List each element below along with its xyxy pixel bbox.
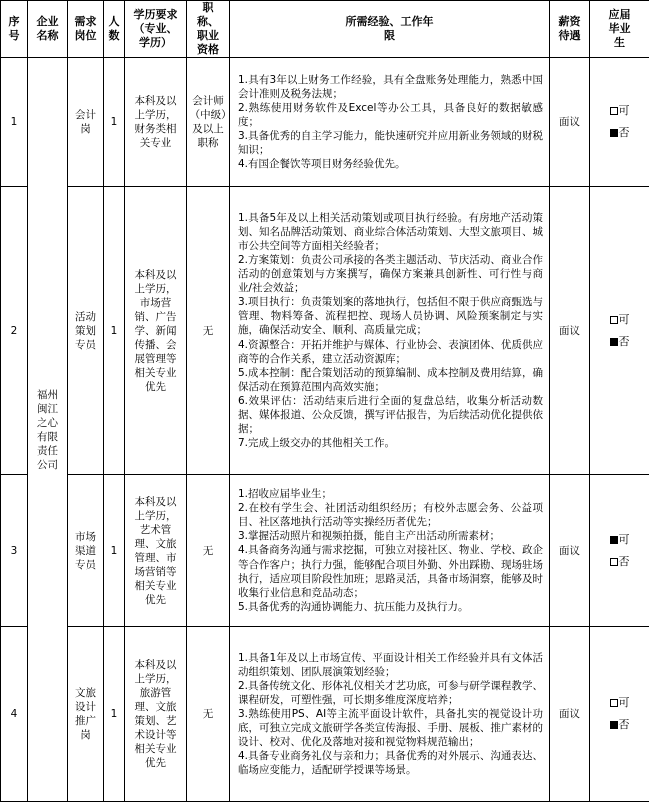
graduate-cell (590, 187, 649, 475)
experience-item: 2.熟练使用财务软件及Excel等办公工具，具备良好的数据敏感度； (238, 101, 543, 129)
title-cell: 会计师（中级）及以上职称 (187, 58, 230, 187)
graduate-option-no[interactable]: 否 (590, 714, 649, 736)
table-row (1, 627, 649, 802)
experience-item: 6.效果评估：活动结束后进行全面的复盘总结，收集分析活动数据、媒体报道、公众反馈，撰写评估报告，为后续活动优化提供依据； (238, 394, 543, 436)
header-seq: 序号 (1, 1, 28, 58)
seq-cell: 3 (1, 475, 28, 627)
checkbox-filled-icon (610, 129, 618, 137)
experience-item: 3.熟练使用PS、AI等主流平面设计软件，具备扎实的视觉设计功底，可独立完成文旅研学各类宣传海报、手册、展板、推广素材的设计、校对、优化及落地对接和视觉物料规范输出； (238, 707, 543, 749)
experience-item: 1.具有3年以上财务工作经验，具有全盘账务处理能力，熟悉中国会计准则及税务法规； (238, 73, 543, 101)
header-salary: 薪资待遇 (550, 1, 590, 58)
header-row (1, 1, 649, 58)
experience-cell (230, 627, 550, 802)
experience-item: 4.具备专业商务礼仪与亲和力；具备优秀的对外展示、沟通表达、临场应变能力，适配研学授课等场景。 (238, 749, 543, 777)
seq-cell: 4 (1, 627, 28, 802)
title-cell: 无 (187, 187, 230, 475)
experience-item: 3.掌握活动照片和视频拍摄，能自主产出活动所需素材； (238, 529, 543, 543)
salary-cell: 面议 (550, 187, 590, 475)
salary-cell: 面议 (550, 627, 590, 802)
graduate-option-yes[interactable]: 可 (590, 692, 649, 714)
experience-item: 4.具备商务沟通与需求挖掘，可独立对接社区、物业、学校、政企等合作客户；执行力强，能够配合项目外勤、外出踩勘、现场驻场执行，适应项目阶段性加班；思路灵活，具备市场洞察，能够及时收集行业信息和竞品动态； (238, 543, 543, 599)
title-cell: 无 (187, 627, 230, 802)
education-cell: 本科及以上学历，市场营销、广告学、新闻传播、会展管理等相关专业优先 (125, 187, 187, 475)
checkbox-empty-icon (610, 699, 618, 707)
graduate-option-yes[interactable]: 可 (590, 100, 649, 122)
header-graduate: 应届毕业生 (590, 1, 649, 58)
graduate-option-yes[interactable]: 可 (590, 309, 649, 331)
title-cell: 无 (187, 475, 230, 627)
salary-cell: 面议 (550, 475, 590, 627)
experience-item: 2.方案策划：负责公司承接的各类主题活动、节庆活动、商业合作活动的创意策划与方案撰写，确保方案兼具创新性、可行性与商业/社会效益； (238, 253, 543, 295)
count-cell: 1 (104, 627, 125, 802)
table-row (1, 187, 649, 475)
position-cell: 市场渠道专员 (68, 475, 104, 627)
experience-item: 1.具备1年及以上市场宣传、平面设计相关工作经验并具有文体活动组织策划、团队展演策划经验； (238, 651, 543, 679)
education-cell: 本科及以上学历，财务类相关专业 (125, 58, 187, 187)
experience-item: 3.具备优秀的自主学习能力，能快速研究并应用新业务领域的财税知识； (238, 129, 543, 157)
seq-cell: 1 (1, 58, 28, 187)
experience-item: 7.完成上级交办的其他相关工作。 (238, 436, 543, 450)
graduate-option-no[interactable]: 否 (590, 122, 649, 144)
graduate-cell (590, 475, 649, 627)
experience-item: 5.成本控制：配合策划活动的预算编制、成本控制及费用结算，确保活动在预算范围内高效实施； (238, 366, 543, 394)
table-row (1, 475, 649, 627)
salary-cell: 面议 (550, 58, 590, 187)
header-experience: 所需经验、工作年限 (230, 1, 550, 58)
count-cell: 1 (104, 187, 125, 475)
count-cell: 1 (104, 58, 125, 187)
education-cell: 本科及以上学历，旅游管理、文旅策划、艺术设计等相关专业优先 (125, 627, 187, 802)
position-cell: 会计岗 (68, 58, 104, 187)
experience-cell (230, 475, 550, 627)
education-cell: 本科及以上学历，艺术管理、文旅管理、市场营销等相关专业优先 (125, 475, 187, 627)
checkbox-filled-icon (610, 721, 618, 729)
experience-item: 2.在校有学生会、社团活动组织经历；有校外志愿会务、公益项目、社区落地执行活动等实操经历者优先； (238, 501, 543, 529)
experience-item: 2.具备传统文化、形体礼仪相关才艺功底，可参与研学课程教学、课程研发，可塑性强，可长期多维度深度培养； (238, 679, 543, 707)
experience-item: 1.具备5年及以上相关活动策划或项目执行经验。有房地产活动策划、知名品牌活动策划、商业综合体活动策划、大型文旅项目、城市公共空间等方面相关经验者； (238, 211, 543, 253)
checkbox-empty-icon (610, 558, 618, 566)
position-cell: 文旅设计推广岗 (68, 627, 104, 802)
graduate-option-no[interactable]: 否 (590, 331, 649, 353)
seq-cell: 2 (1, 187, 28, 475)
position-cell: 活动策划专员 (68, 187, 104, 475)
graduate-cell (590, 627, 649, 802)
experience-item: 1.招收应届毕业生； (238, 487, 543, 501)
experience-item: 4.资源整合：开拓并维护与媒体、行业协会、表演团体、优质供应商等的合作关系，建立活动资源库； (238, 338, 543, 366)
checkbox-filled-icon (610, 338, 618, 346)
experience-item: 3.项目执行：负责策划案的落地执行，包括但不限于供应商甄选与管理、物料筹备、流程把控、现场人员协调、风险预案制定与实施，确保活动安全、顺利、高质量完成； (238, 295, 543, 337)
experience-cell (230, 58, 550, 187)
experience-item: 4.有国企餐饮等项目财务经验优先。 (238, 157, 543, 171)
header-company: 企业名称 (28, 1, 68, 58)
checkbox-empty-icon (610, 107, 618, 115)
header-title: 职称、职业资格 (187, 1, 230, 58)
header-education: 学历要求（专业、学历） (125, 1, 187, 58)
table-row (1, 58, 649, 187)
experience-item: 5.具备优秀的沟通协调能力、抗压能力及执行力。 (238, 600, 543, 614)
header-position: 需求岗位 (68, 1, 104, 58)
header-count: 人数 (104, 1, 125, 58)
company-cell: 福州闽江之心有限责任公司 (28, 58, 68, 802)
experience-cell (230, 187, 550, 475)
graduate-option-yes[interactable]: 可 (590, 529, 649, 551)
count-cell: 1 (104, 475, 125, 627)
graduate-cell (590, 58, 649, 187)
checkbox-filled-icon (610, 536, 618, 544)
graduate-option-no[interactable]: 否 (590, 551, 649, 573)
checkbox-empty-icon (610, 316, 618, 324)
